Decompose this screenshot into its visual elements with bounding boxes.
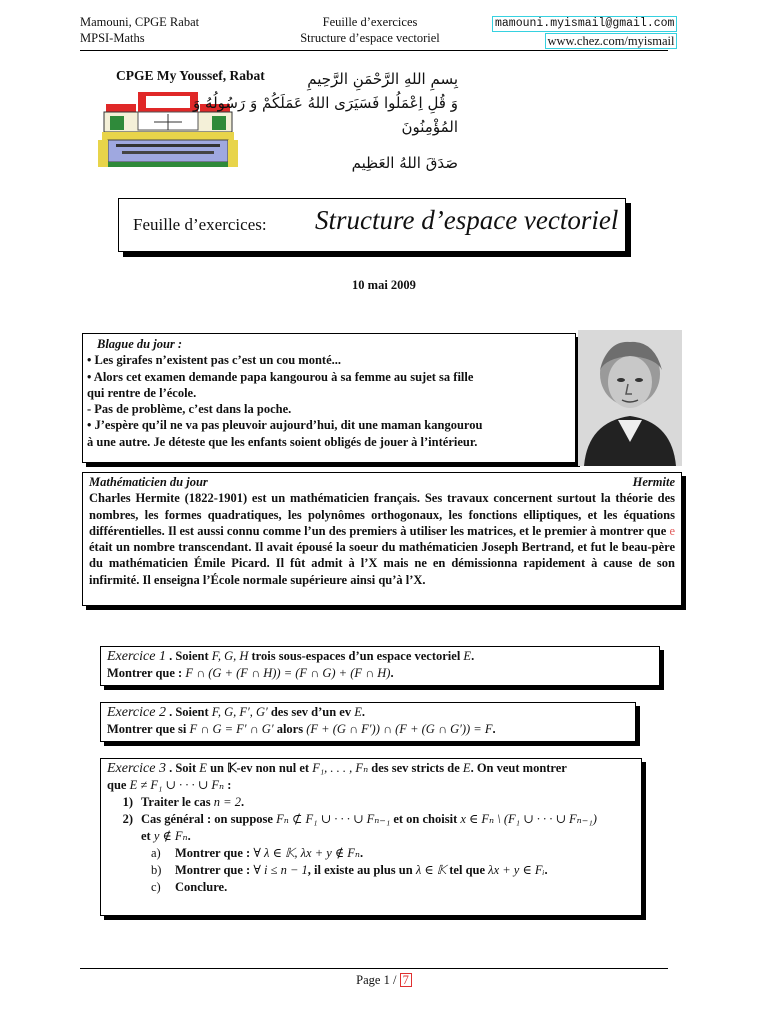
header-right — [492, 14, 677, 49]
date: 10 mai 2009 — [352, 278, 416, 292]
page-text: Page 1 / — [356, 973, 400, 987]
page-title: Structure d’espace vectoriel — [315, 205, 619, 235]
arabic-verse-end: المُؤْمِنُونَ — [401, 118, 458, 136]
exercise-3-subitem-a: a) Montrer que : ∀ λ ∈ 𝕂, λx + y ∉ Fₙ. — [151, 846, 364, 860]
exercise-2-label: Exercice 2 — [107, 705, 166, 720]
footer-rule — [80, 968, 668, 969]
joke-line: - Pas de problème, c’est dans la poche. — [87, 402, 292, 417]
mathematician-box — [82, 472, 682, 606]
arabic-basmala: بِسمِ اللهِ الرَّحْمَنِ الرَّحِيمِ — [307, 70, 458, 88]
exercise-3-box: Exercice 3 . Soit E un 𝕂-ev non nul et F₁, . . . , Fₙ des sev stricts de E. On veut montrer que E ≠ F₁ ∪ · · · ∪ Fₙ : 1) Traiter le cas n = 2. 2) Cas général : on suppose Fₙ ⊄ F₁ ∪ · · · ∪ Fₙ₋₁ et on choisit x ∈ Fₙ \ (F₁ ∪ · · · ∪ Fₙ₋₁) et y ∉ Fₙ. a) Montrer que : ∀ λ ∈ 𝕂, λx + y ∉ Fₙ. b) Montrer que : ∀ i ≤ n − 1, il existe au plus un λ ∈ 𝕂 tel que λx + y ∈ Fᵢ. c) Conclure. — [100, 758, 642, 916]
hermite-portrait-image — [578, 330, 682, 466]
constant-e: e — [669, 523, 675, 538]
doc-topic: Structure d’espace vectoriel — [300, 31, 440, 45]
joke-line: qui rentre de l’école. — [87, 385, 197, 400]
mathematician-bio: Charles Hermite (1822-1901) est un mathématicien français. Ses travaux concernent surtout la théorie des nombres, les formes quadratiques, les polynômes orthogonaux, les fonctions elliptiques, et les équations différentielles. Il est aussi connu comme l’un des premiers à utiliser les matrices, et le premier à montrer que e était un nombre transcendant. Il avait épousé la soeur du mathématicien Joseph Bertrand, et fut le beau-père du mathématicien Émile Picard. Il fût admit à l’X mais ne en démissionna rapidement à cause de son infirmité. Il enseigna l’École normale supérieure ainsi qu’à l’X. — [89, 491, 675, 587]
author: Mamouni, CPGE Rabat — [80, 15, 200, 29]
arabic-verse-line: وَ قُلِ اِعْمَلُوا فَسَيَرَى اللهُ عَمَلَكُمْ وَ رَسُولُهُ وَ — [193, 94, 458, 112]
joke-box — [82, 333, 576, 463]
page-indicator — [0, 973, 768, 988]
exercise-3-subitem-b: b) Montrer que : ∀ i ≤ n − 1, il existe au plus un λ ∈ 𝕂 tel que λx + y ∈ Fᵢ. — [151, 863, 548, 877]
title-label: Feuille d’exercices: — [133, 215, 267, 234]
joke-line: • Les girafes n’existent pas c’est un cou monté... — [87, 353, 342, 368]
header-center — [260, 14, 480, 46]
email-link[interactable]: mamouni.myismail@gmail.com — [492, 16, 677, 32]
joke-line: • J’espère qu’il ne va pas pleuvoir aujourd’hui, dit une maman kangourou — [87, 418, 483, 433]
class-name: MPSI-Maths — [80, 31, 145, 45]
exercise-3-label: Exercice 3 — [107, 761, 166, 776]
total-pages-link[interactable]: 7 — [400, 973, 412, 987]
header-left — [80, 14, 199, 46]
exercise-3-subitem-c: c) Conclure. — [151, 880, 228, 894]
arabic-closing: صَدَقَ اللهُ العَظِيم — [351, 154, 458, 172]
exercise-3-item-1: 1) Traiter le cas n = 2. — [122, 795, 245, 809]
joke-line: à une autre. Je déteste que les enfants soient obligés de jouer à l’intérieur. — [87, 434, 478, 449]
school-name: CPGE My Youssef, Rabat — [116, 68, 265, 83]
joke-heading: Blague du jour : — [97, 337, 183, 351]
exercise-1-box: Exercice 1 . Soient F, G, H trois sous-espaces d’un espace vectoriel E. Montrer que : F ∩ (G + (F ∩ H)) = (F ∩ G) + (F ∩ H). — [100, 646, 660, 686]
exercise-1-label: Exercice 1 — [107, 649, 166, 664]
doc-type: Feuille d’exercices — [322, 15, 418, 29]
joke-line: • Alors cet examen demande papa kangourou à sa femme au sujet sa fille — [87, 369, 474, 384]
exercise-3-item-2: 2) Cas général : on suppose Fₙ ⊄ F₁ ∪ · · · ∪ Fₙ₋₁ et on choisit x ∈ Fₙ \ (F₁ ∪ · · · ∪ Fₙ₋₁) — [122, 812, 597, 826]
title-box — [118, 198, 626, 252]
website-link[interactable]: www.chez.com/myismail — [545, 33, 678, 49]
mathematician-heading: Mathématicien du jour — [89, 475, 208, 489]
exercise-2-box: Exercice 2 . Soient F, G, F′, G′ des sev d’un ev E. Montrer que si F ∩ G = F′ ∩ G′ alors (F + (G ∩ F′)) ∩ (F + (G ∩ G′)) = F. — [100, 702, 636, 742]
header-rule — [80, 50, 668, 51]
mathematician-name: Hermite — [632, 475, 675, 489]
